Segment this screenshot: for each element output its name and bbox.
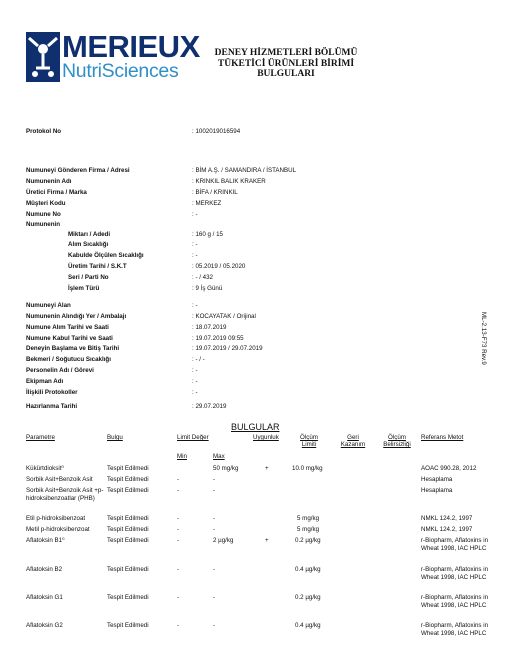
cell-max: - (213, 594, 216, 601)
col-header-geri-kazanim: Geri Kazanım (340, 434, 366, 448)
title-line: BULGULARI (257, 69, 315, 79)
cell-olcum-limit: 0.4 µg/kg (295, 622, 321, 629)
title-line: TÜKETİCİ ÜRÜNLERİ BİRİMİ (217, 58, 355, 69)
cell-olcum-limit: 5 mg/kg (297, 515, 320, 522)
cell-min: - (177, 566, 180, 573)
info-label: Numunenin (26, 221, 61, 228)
info-value: : 160 g / 15 (192, 231, 223, 238)
info-value: : 05.2019 / 05.2020 (192, 263, 246, 270)
cell-referans: r-Biopharm, Aflatoxins in Wheat 1998, IAC HPLC (421, 566, 489, 581)
cell-max: - (213, 566, 216, 573)
cell-min: - (177, 526, 180, 533)
merieux-logo-icon (26, 32, 60, 82)
title-line: DENEY HİZMETLERİ BÖLÜMÜ (214, 48, 358, 58)
col-header-olcum-limit: Ölçüm Limiti (300, 434, 318, 448)
cell-parametre: Sorbik Asit+Benzoik Asit (26, 476, 93, 483)
info-value: : MERKEZ (192, 200, 222, 207)
info-value: : - (192, 302, 198, 309)
info-label: İşlem Türü (68, 285, 100, 292)
cell-min: - (177, 515, 180, 522)
col-header-referans: Referans Metot (421, 434, 464, 441)
cell-referans: r-Biopharm, Aflatoxins in Wheat 1998, IAC HPLC (421, 537, 489, 552)
cell-parametre: Metil p-hidroksibenzoat (26, 526, 90, 533)
cell-olcum-limit: 0.2 µg/kg (295, 537, 321, 544)
info-value: : 18.07.2019 (192, 324, 227, 331)
cell-max: - (213, 515, 216, 522)
cell-referans: Hesaplama (421, 476, 453, 483)
cell-parametre: Kükürtdioksit⁰ (26, 465, 64, 472)
info-label: Hazırlanma Tarihi (26, 403, 78, 410)
cell-parametre: Aflatoksin B2 (26, 566, 63, 573)
info-value: : - (192, 367, 198, 374)
brand-subname: NutriSciences (62, 60, 179, 82)
info-label: Numune Alım Tarihi ve Saati (26, 324, 109, 331)
cell-min: - (177, 537, 180, 544)
info-label: Personelin Adı / Görevi (26, 367, 94, 374)
info-label: Numuneyi Gönderen Firma / Adresi (26, 167, 130, 174)
info-label: Miktarı / Adedi (68, 231, 111, 238)
col-header-uygunluk: Uygunluk (253, 434, 279, 441)
info-value: : 29.07.2019 (192, 403, 227, 410)
cell-bulgu: Tespit Edilmedi (107, 487, 149, 494)
cell-bulgu: Tespit Edilmedi (107, 526, 149, 533)
cell-bulgu: Tespit Edilmedi (107, 566, 149, 573)
info-value: : - (192, 378, 198, 385)
info-label: Numune Kabul Tarihi ve Saati (26, 335, 113, 342)
col-header-olcum-belirsizligi: Ölçüm Belirsizliği (383, 434, 411, 448)
brand-name: MERIEUX (62, 29, 200, 64)
cell-uygunluk: + (265, 465, 269, 472)
col-header-parametre: Parametre (26, 434, 55, 441)
cell-bulgu: Tespit Edilmedi (107, 515, 149, 522)
col-header-max: Max (213, 453, 225, 460)
cell-parametre: Aflatoksin G1 (26, 594, 63, 601)
cell-olcum-limit: 0.2 µg/kg (295, 594, 321, 601)
cell-min: - (177, 487, 180, 494)
info-value: : KOCAYATAK / Orijinal (192, 313, 256, 320)
cell-max: - (213, 622, 216, 629)
cell-referans: AOAC 990.28, 2012 (421, 465, 477, 472)
cell-min: - (177, 476, 180, 483)
info-label: Üretici Firma / Marka (26, 189, 87, 196)
info-label: Müşteri Kodu (26, 200, 66, 207)
info-label: Numunenin Adı (26, 178, 72, 185)
cell-referans: NMKL 124.2, 1997 (421, 526, 473, 533)
cell-parametre: Aflatoksin G2 (26, 622, 63, 629)
info-value: : - / 432 (192, 274, 213, 281)
cell-olcum-limit: 0.4 µg/kg (295, 566, 321, 573)
info-label: Deneyin Başlama ve Bitiş Tarihi (26, 345, 120, 352)
info-label: Üretim Tarihi / S.K.T (68, 263, 127, 270)
info-value: : KRINKIL BALIK KRAKER (192, 178, 266, 185)
info-value: : BİM A.Ş. / SAMANDIRA / İSTANBUL (192, 167, 297, 174)
cell-max: 2 µg/kg (213, 537, 234, 544)
cell-referans: r-Biopharm, Aflatoxins in Wheat 1998, IAC HPLC (421, 622, 489, 637)
protocol-value: : 1002019016594 (192, 128, 241, 135)
info-value: : - (192, 252, 198, 259)
cell-parametre: Etil p-hidroksibenzoat (26, 515, 86, 522)
info-value: : 19.07.2019 09:55 (192, 335, 244, 342)
col-header-min: Min (177, 453, 187, 460)
info-label: Seri / Parti No (68, 274, 109, 281)
info-value: : 19.07.2019 / 29.07.2019 (192, 345, 263, 352)
info-value: : - / - (192, 356, 205, 363)
info-value: : 9 İş Günü (192, 285, 223, 292)
cell-uygunluk: + (265, 537, 269, 544)
cell-olcum-limit: 5 mg/kg (297, 526, 320, 533)
info-value: : - (192, 389, 198, 396)
info-label: Numunenin Alındığı Yer / Ambalajı (26, 313, 127, 320)
info-label: Bekmeri / Soğutucu Sıcaklığı (26, 356, 111, 363)
info-label: Numune No (26, 211, 61, 218)
cell-max: 50 mg/kg (213, 465, 239, 472)
cell-parametre: Aflatoksin B1⁰ (26, 537, 65, 544)
info-label: İlişkili Protokoller (26, 389, 78, 396)
cell-referans: Hesaplama (421, 487, 453, 494)
cell-referans: r-Biopharm, Aflatoxins in Wheat 1998, IAC HPLC (421, 594, 489, 609)
cell-bulgu: Tespit Edilmedi (107, 537, 149, 544)
merieux-logo (26, 29, 200, 86)
info-value: : - (192, 241, 198, 248)
form-code: ML-2.13-F73 Rev.9 (480, 312, 487, 365)
cell-max: - (213, 487, 216, 494)
cell-referans: NMKL 124.2, 1997 (421, 515, 473, 522)
cell-parametre: Sorbik Asit+Benzoik Asit +p-hidroksibenzoatlar (PHB) (26, 487, 104, 502)
cell-bulgu: Tespit Edilmedi (107, 594, 149, 601)
cell-max: - (213, 476, 216, 483)
col-header-limit: Limit Değer (177, 434, 209, 441)
cell-min: - (177, 594, 180, 601)
cell-min: - (177, 622, 180, 629)
info-value: : BİFA / KRINKIL (192, 189, 238, 196)
cell-bulgu: Tespit Edilmedi (107, 465, 149, 472)
info-label: Alım Sıcaklığı (68, 241, 109, 248)
results-heading: BULGULAR (231, 422, 280, 432)
info-value: : - (192, 211, 198, 218)
cell-bulgu: Tespit Edilmedi (107, 622, 149, 629)
document-title (186, 48, 386, 80)
protocol-label: Protokol No (26, 128, 62, 135)
info-label: Ekipman Adı (26, 378, 64, 385)
cell-bulgu: Tespit Edilmedi (107, 476, 149, 483)
col-header-bulgu: Bulgu (107, 434, 123, 441)
cell-max: - (213, 526, 216, 533)
info-label: Numuneyi Alan (26, 302, 71, 309)
cell-olcum-limit: 10.0 mg/kg (292, 465, 323, 472)
info-label: Kabulde Ölçülen Sıcaklığı (68, 252, 144, 259)
